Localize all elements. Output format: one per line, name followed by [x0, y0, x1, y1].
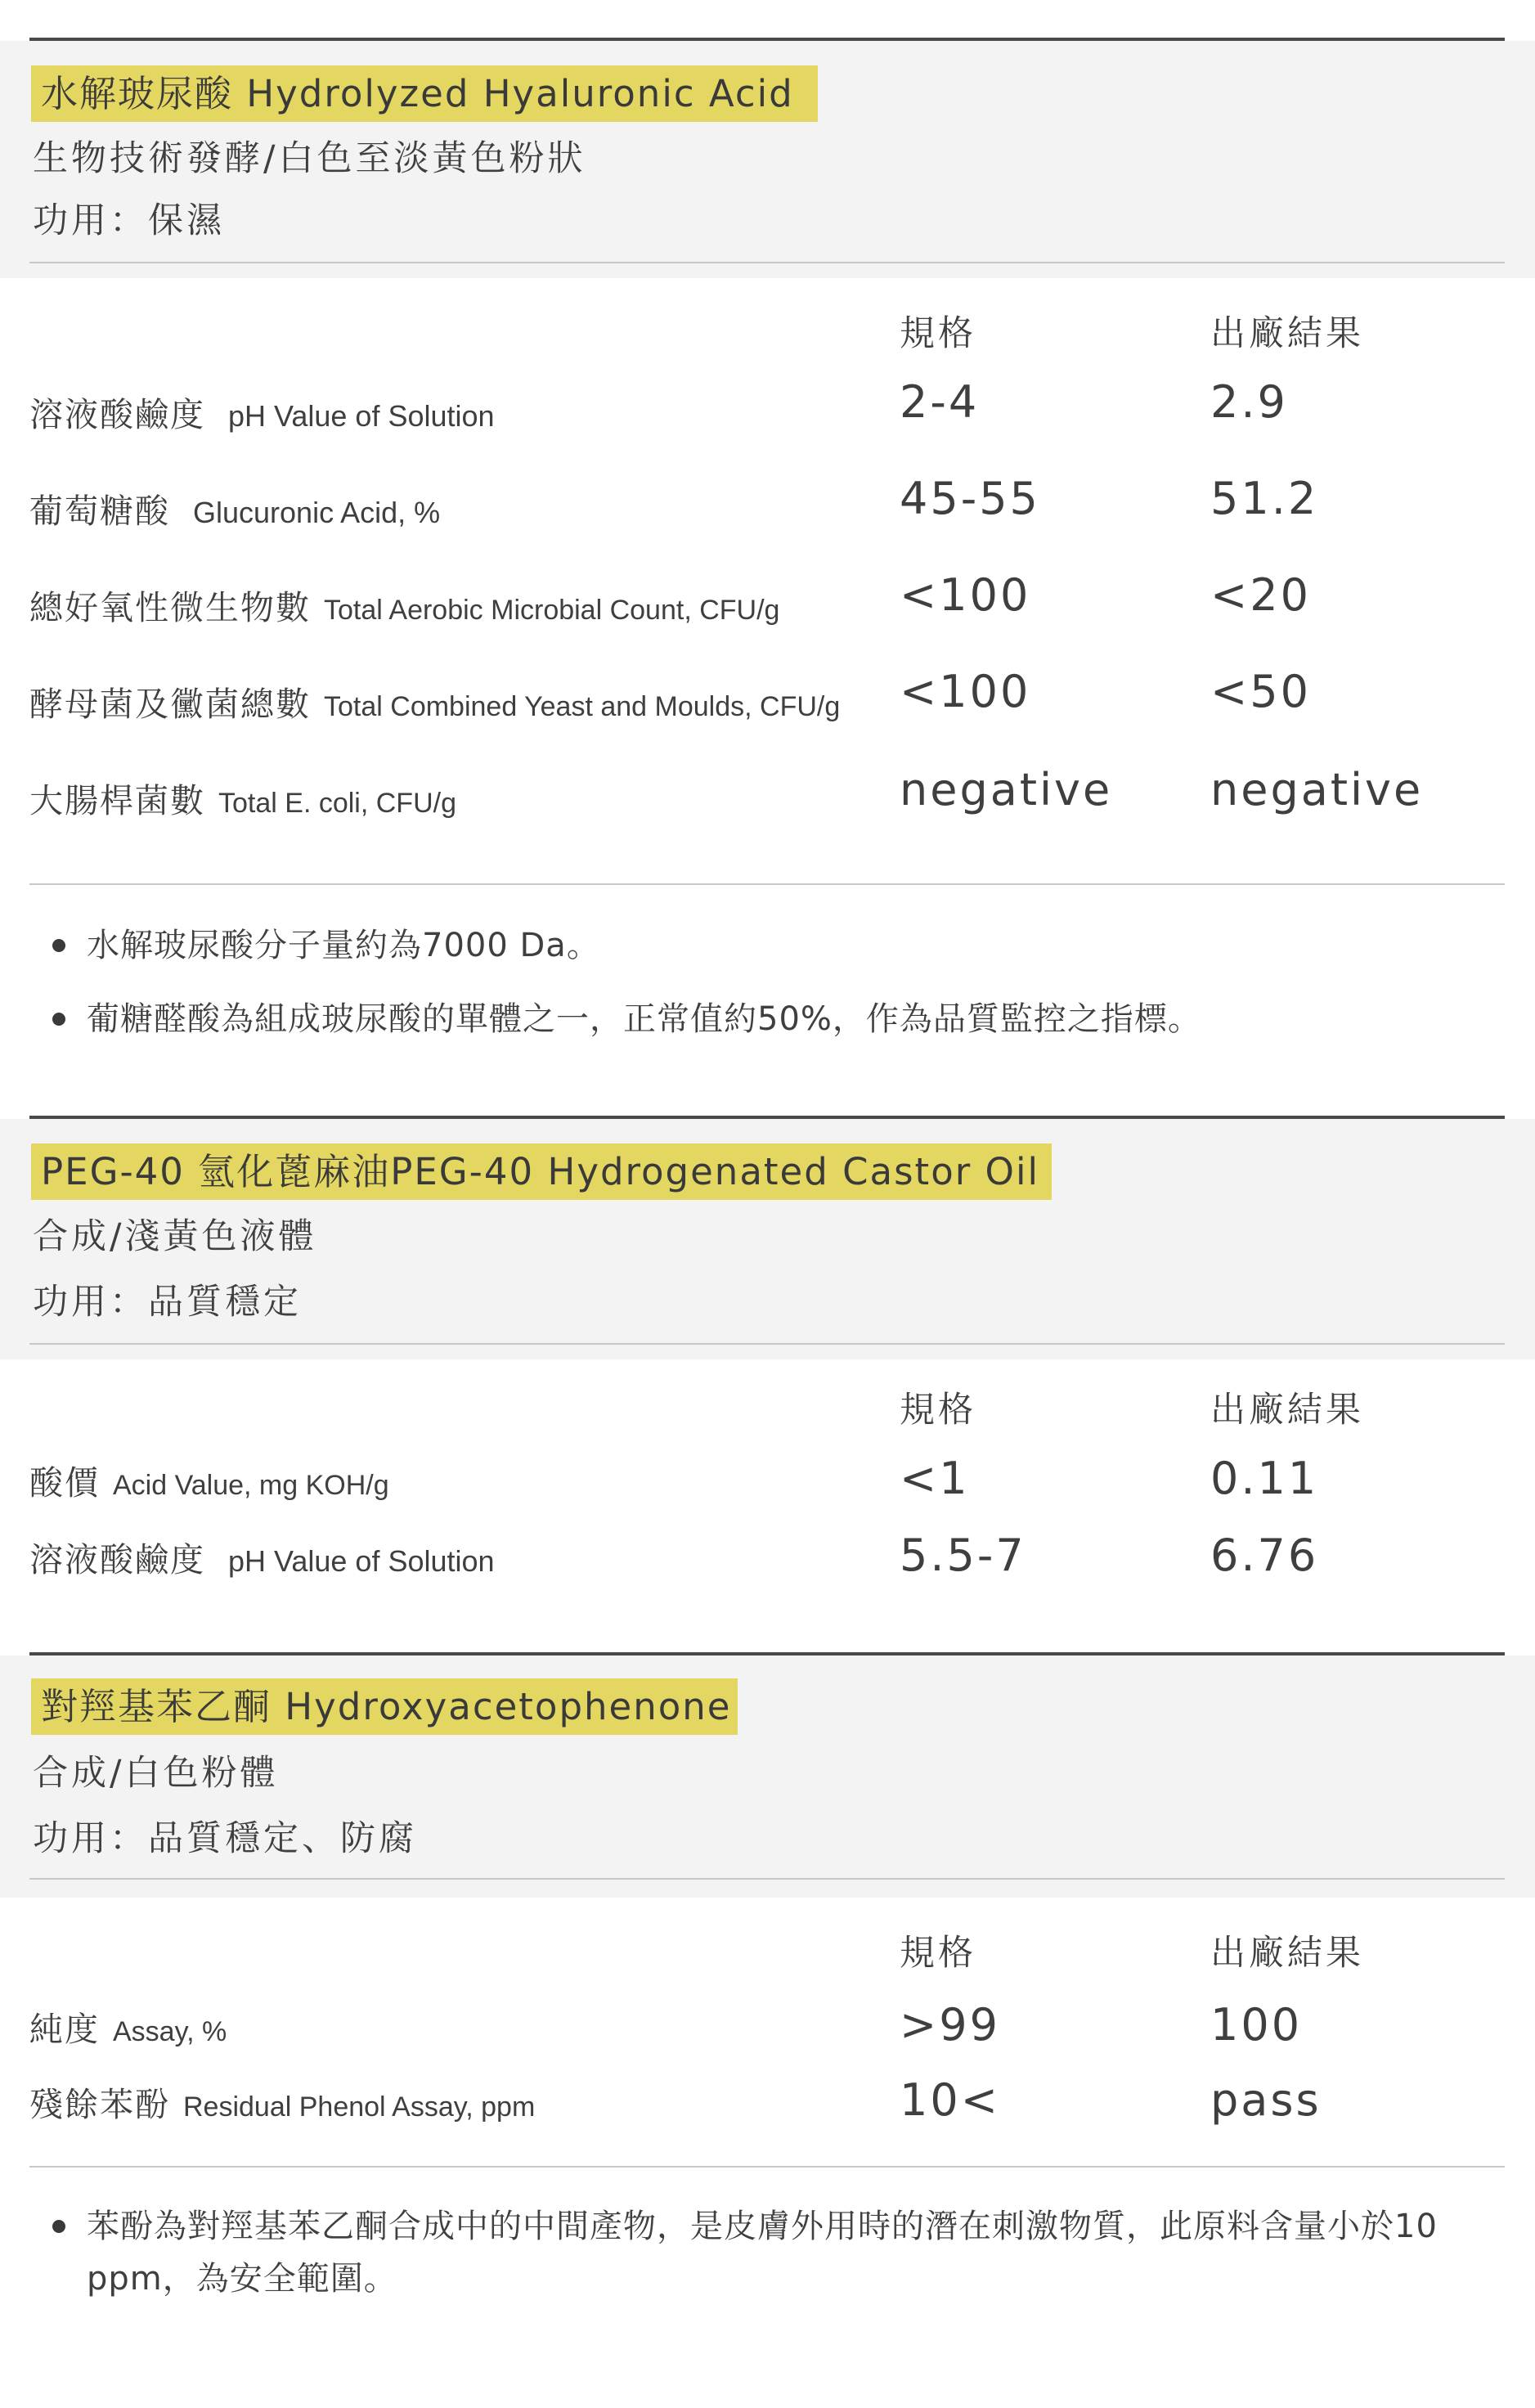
ingredient-function: 功用：保濕	[33, 200, 225, 241]
ingredient-source: 合成/白色粉體	[33, 1753, 279, 1794]
header-divider	[29, 1878, 1505, 1880]
spec-row-label	[29, 677, 840, 726]
result-value: 100	[1210, 1999, 1303, 2051]
spec-label-en: Assay, %	[113, 2016, 227, 2047]
spec-label-zh: 葡萄糖酸	[29, 492, 170, 531]
table-divider	[29, 2166, 1505, 2168]
spec-value: >99	[900, 1999, 1000, 2051]
spec-row-label	[29, 1456, 389, 1504]
spec-label-en: Residual Phenol Assay, ppm	[183, 2091, 536, 2123]
spec-value: 5.5-7	[900, 1530, 1026, 1581]
column-header-spec: 規格	[900, 1390, 976, 1431]
spec-label-zh: 純度	[29, 2010, 100, 2049]
column-header-spec: 規格	[900, 1933, 976, 1974]
result-value: <50	[1210, 666, 1311, 717]
column-header-result: 出廠結果	[1210, 313, 1364, 354]
column-header-result: 出廠結果	[1210, 1390, 1364, 1431]
spec-label-zh: 溶液酸鹼度	[29, 395, 205, 434]
spec-row-label	[29, 1533, 495, 1581]
note-item	[57, 993, 1464, 1045]
spec-value: 45-55	[900, 473, 1040, 524]
column-header-spec: 規格	[900, 313, 976, 354]
spec-label-en: pH Value of Solution	[228, 1544, 495, 1578]
ingredient-title: 對羥基苯乙酮 Hydroxyacetophenone	[31, 1678, 738, 1735]
spec-value: 10<	[900, 2074, 1000, 2126]
note-item	[57, 2200, 1464, 2305]
bullet-dot-icon	[52, 1013, 65, 1026]
spec-value: <100	[900, 569, 1031, 621]
spec-label-en: Total Combined Yeast and Moulds, CFU/g	[324, 691, 841, 722]
result-value: 0.11	[1210, 1453, 1319, 1504]
note-text: 水解玻尿酸分子量約為7000 Da。	[87, 927, 600, 964]
ingredient-function: 功用：品質穩定	[33, 1282, 302, 1323]
spec-label-zh: 酸價	[29, 1463, 100, 1503]
spec-row-label	[29, 388, 495, 436]
ingredient-function: 功用：品質穩定、防腐	[33, 1818, 417, 1859]
result-value: 2.9	[1210, 376, 1288, 428]
bullet-dot-icon	[52, 2220, 65, 2233]
spec-label-en: Acid Value, mg KOH/g	[113, 1470, 389, 1501]
spec-label-zh: 大腸桿菌數	[29, 781, 205, 820]
spec-label-en: Total E. coli, CFU/g	[218, 788, 456, 819]
header-divider	[29, 1343, 1505, 1345]
spec-value: <1	[900, 1453, 970, 1504]
spec-label-en: Glucuronic Acid, %	[193, 496, 441, 529]
note-item	[57, 919, 1464, 972]
spec-row-label	[29, 774, 456, 822]
spec-row-label	[29, 484, 440, 532]
column-header-result: 出廠結果	[1210, 1933, 1364, 1974]
spec-row-label	[29, 2002, 227, 2051]
result-value: negative	[1210, 764, 1424, 815]
ingredient-source: 合成/淺黃色液體	[33, 1216, 317, 1257]
note-text: 葡糖醛酸為組成玻尿酸的單體之一，正常值約50%，作為品質監控之指標。	[87, 1000, 1201, 1038]
spec-label-en: pH Value of Solution	[228, 399, 495, 433]
result-value: 6.76	[1210, 1530, 1319, 1581]
spec-label-zh: 殘餘苯酚	[29, 2085, 170, 2124]
spec-row-label	[29, 2078, 535, 2126]
result-value: 51.2	[1210, 473, 1319, 524]
ingredient-source: 生物技術發酵/白色至淡黃色粉狀	[33, 138, 586, 179]
ingredient-title: 水解玻尿酸 Hydrolyzed Hyaluronic Acid	[31, 65, 818, 122]
spec-label-zh: 溶液酸鹼度	[29, 1540, 205, 1579]
spec-label-en: Total Aerobic Microbial Count, CFU/g	[324, 595, 780, 626]
spec-value: <100	[900, 666, 1031, 717]
table-divider	[29, 883, 1505, 885]
result-value: <20	[1210, 569, 1311, 621]
note-text: 苯酚為對羥基苯乙酮合成中的中間產物，是皮膚外用時的潛在刺激物質，此原料含量小於10 ppm，為安全範圍。	[87, 2208, 1438, 2298]
spec-row-label	[29, 581, 779, 629]
result-value: pass	[1210, 2074, 1322, 2126]
ingredient-title: PEG-40 氫化蓖麻油PEG-40 Hydrogenated Castor Oil	[31, 1143, 1052, 1200]
bullet-dot-icon	[52, 939, 65, 952]
spec-value: 2-4	[900, 376, 980, 428]
spec-label-zh: 酵母菌及黴菌總數	[29, 685, 311, 724]
header-divider	[29, 262, 1505, 263]
spec-label-zh: 總好氧性微生物數	[29, 588, 311, 627]
spec-value: negative	[900, 764, 1113, 815]
